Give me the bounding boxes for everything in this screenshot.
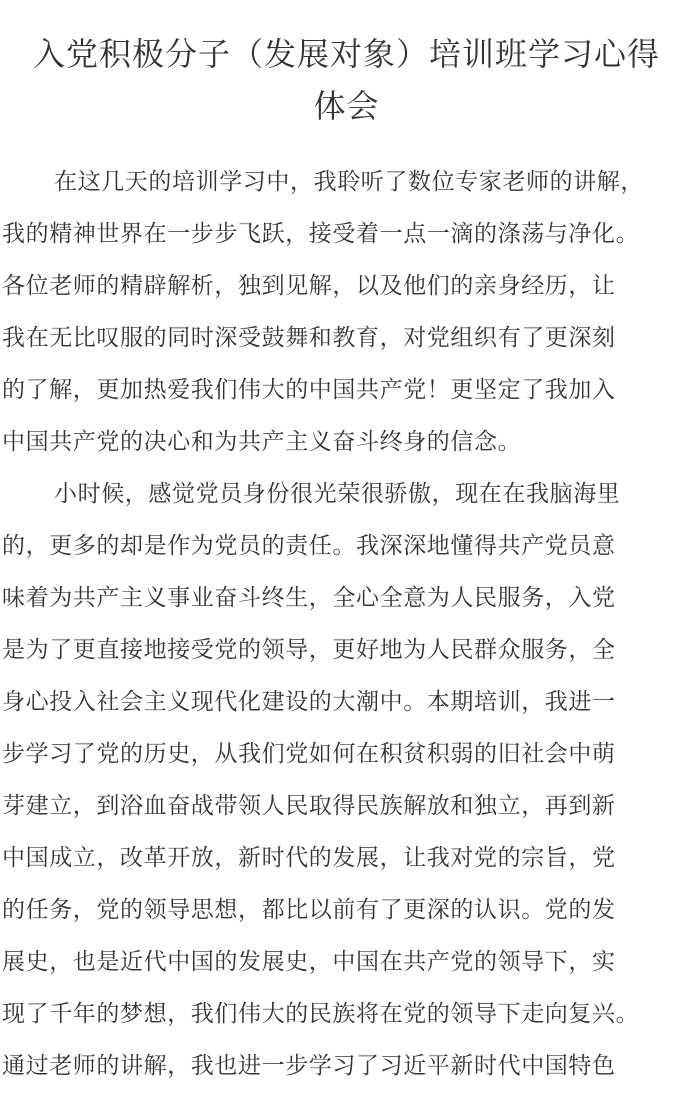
text-line: 现了千年的梦想，我们伟大的民族将在党的领导下走向复兴。	[2, 1001, 640, 1027]
text-line: 在这几天的培训学习中，我聆听了数位专家老师的讲解，	[54, 169, 644, 195]
text-line: 味着为共产主义事业奋斗终生，全心全意为人民服务，入党	[2, 585, 616, 611]
title-line: 体会	[313, 87, 380, 125]
text-line: 小时候，感觉党员身份很光荣很骄傲，现在在我脑海里	[54, 481, 621, 507]
text-line: 各位老师的精辟解析，独到见解，以及他们的亲身经历，让	[2, 273, 616, 299]
text-line: 是为了更直接地接受党的领导，更好地为人民群众服务，全	[2, 637, 616, 663]
text-line: 芽建立，到浴血奋战带领人民取得民族解放和独立，再到新	[2, 793, 616, 819]
document-title	[0, 28, 693, 132]
paragraph-1	[2, 156, 693, 468]
text-line: 我的精神世界在一步步飞跃，接受着一点一滴的涤荡与净化。	[2, 221, 640, 247]
text-line: 步学习了党的历史，从我们党如何在积贫积弱的旧社会中萌	[2, 741, 616, 767]
text-line: 展史，也是近代中国的发展史，中国在共产党的领导下，实	[2, 949, 616, 975]
document-body	[2, 156, 693, 1092]
title-line: 入党积极分子（发展对象）培训班学习心得	[32, 35, 660, 73]
text-line: 我在无比叹服的同时深受鼓舞和教育，对党组织有了更深刻	[2, 325, 616, 351]
text-line: 的了解，更加热爱我们伟大的中国共产党！更坚定了我加入	[2, 377, 616, 403]
text-line: 中国共产党的决心和为共产主义奋斗终身的信念。	[2, 429, 522, 455]
text-line: 中国成立，改革开放，新时代的发展，让我对党的宗旨，党	[2, 845, 616, 871]
text-line: 的任务，党的领导思想，都比以前有了更深的认识。党的发	[2, 897, 616, 923]
text-line: 的，更多的却是作为党员的责任。我深深地懂得共产党员意	[2, 533, 616, 559]
text-line: 身心投入社会主义现代化建设的大潮中。本期培训，我进一	[2, 689, 616, 715]
paragraph-2	[2, 468, 693, 1092]
text-line: 通过老师的讲解，我也进一步学习了习近平新时代中国特色	[2, 1053, 616, 1079]
